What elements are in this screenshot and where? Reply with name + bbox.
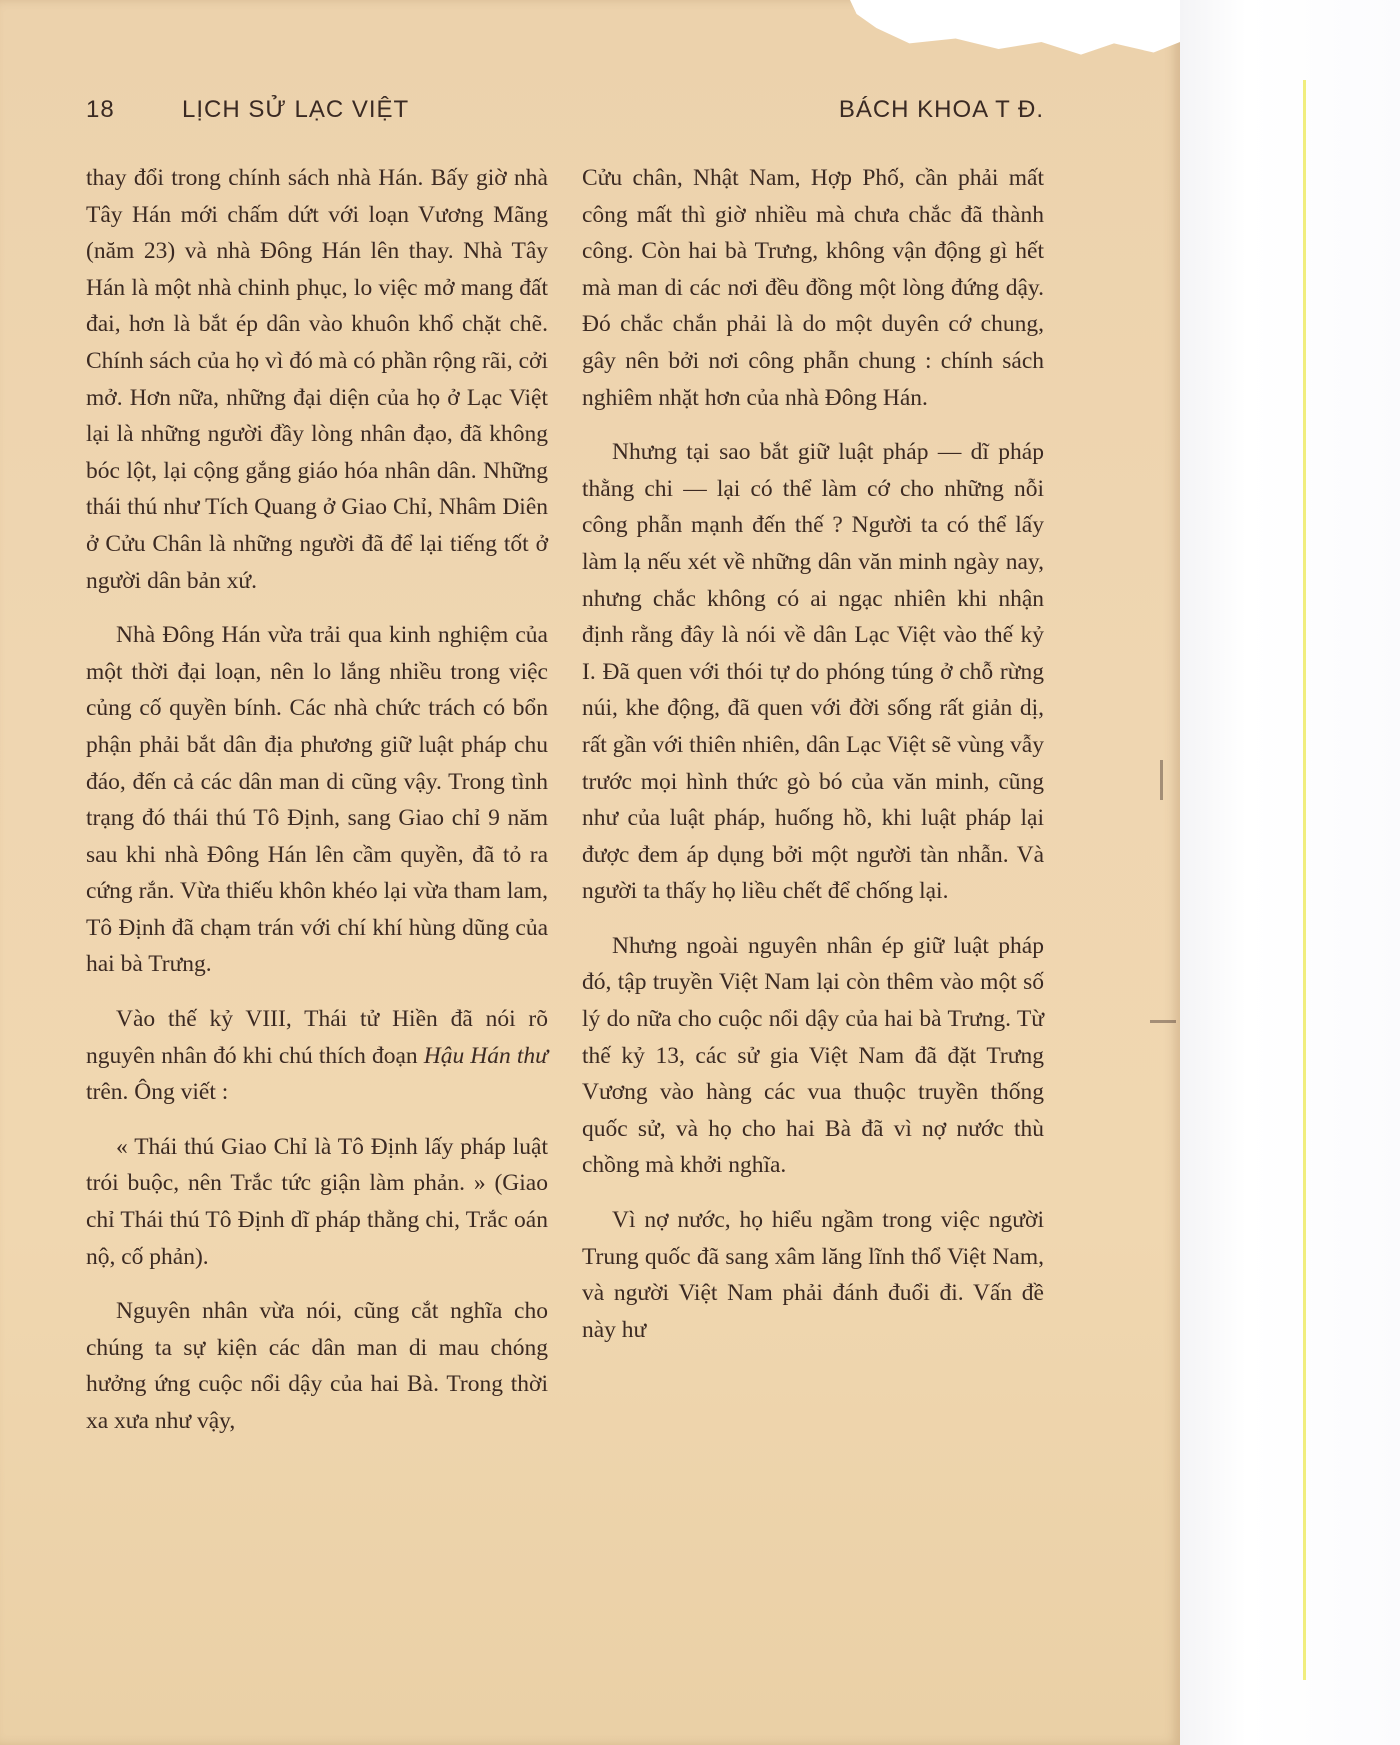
running-title-left: LỊCH SỬ LẠC VIỆT [182,96,410,123]
paragraph: Nhưng tại sao bắt giữ luật pháp — dĩ pháp thằng chi — lại có thể làm cớ cho những nỗi công phẫn mạnh đến thế ? Người ta có thể lấy làm lạ nếu xét về những dân văn minh ngày nay, nhưng chắc không có ai ngạc nhiên khi nhận định rằng đây là nói về dân Lạc Việt vào thế kỷ I. Đã quen với thói tự do phóng túng ở chỗ rừng núi, khe động, đã quen với đời sống rất giản dị, rất gần với thiên nhiên, dân Lạc Việt sẽ vùng vẫy trước mọi hình thức gò bó của văn minh, cũng như của luật pháp, huống hồ, khi luật pháp lại được đem áp dụng bởi một người tàn nhẫn. Và người ta thấy họ liều chết để chống lại. [582,439,1044,905]
paragraph: Vì nợ nước, họ hiểu ngầm trong việc người Trung quốc đã sang xâm lăng lĩnh thổ Việt Nam, và người Việt Nam phải đánh đuổi đi. Vấn đề này hư [582,1207,1044,1343]
highlight-line [1303,80,1306,1680]
torn-corner [850,0,1180,70]
right-column [582,160,1044,1366]
edge-mark [1160,760,1163,800]
paragraph [86,1001,548,1111]
paragraph: Nhà Đông Hán vừa trải qua kinh nghiệm của một thời đại loạn, nên lo lắng nhiều trong việc củng cố quyền bính. Các nhà chức trách có bổn phận phải bắt dân địa phương giữ luật pháp chu đáo, đến cả các dân man di cũng vậy. Trong tình trạng đó thái thú Tô Định, sang Giao chỉ 9 năm sau khi nhà Đông Hán lên cầm quyền, đã tỏ ra cứng rắn. Vừa thiếu khôn khéo lại vừa tham lam, Tô Định đã chạm trán với chí khí hùng dũng của hai bà Trưng. [86,622,548,978]
paragraph: thay đổi trong chính sách nhà Hán. Bấy giờ nhà Tây Hán mới chấm dứt với loạn Vương Mãng (năm 23) và nhà Đông Hán lên thay. Nhà Tây Hán là một nhà chinh phục, lo việc mở mang đất đai, hơn là bắt ép dân vào khuôn khổ chặt chẽ. Chính sách của họ vì đó mà có phần rộng rãi, cởi mở. Hơn nữa, những đại diện của họ ở Lạc Việt lại là những người đầy lòng nhân đạo, đã không bóc lột, lại cộng gắng giáo hóa nhân dân. Những thái thú như Tích Quang ở Giao Chỉ, Nhâm Diên ở Cửu Chân là những người đã để lại tiếng tốt ở người dân bản xứ. [86,165,548,594]
quotation: « Thái thú Giao Chỉ là Tô Định lấy pháp luật trói buộc, nên Trắc tức giận làm phản. » (Giao chỉ Thái thú Tô Định dĩ pháp thằng chi, Trắc oán nộ, cố phản). [86,1133,548,1270]
paragraph-tail: trên. Ông viết : [86,1079,229,1106]
paragraph: Nguyên nhân vừa nói, cũng cắt nghĩa cho chúng ta sự kiện các dân man di mau chóng hưởng ứng cuộc nổi dậy của hai Bà. Trong thời xa xưa như vậy, [86,1298,548,1434]
paragraph: Cửu chân, Nhật Nam, Hợp Phố, cần phải mất công mất thì giờ nhiều mà chưa chắc đã thành công. Còn hai bà Trưng, không vận động gì hết mà man di các nơi đều đồng một lòng đứng dậy. Đó chắc chắn phải là do một duyên cớ chung, gây nên bởi nơi công phẫn chung : chính sách nghiêm nhặt hơn của nhà Đông Hán. [582,165,1044,411]
paragraph: Nhưng ngoài nguyên nhân ép giữ luật pháp đó, tập truyền Việt Nam lại còn thêm vào một số lý do nữa cho cuộc nổi dậy của hai bà Trưng. Từ thế kỷ 13, các sử gia Việt Nam đã đặt Trưng Vương vào hàng các vua thuộc truyền thống quốc sử, và họ cho hai Bà đã vì nợ nước thù chồng mà khởi nghĩa. [582,932,1044,1179]
left-column [86,160,548,1458]
page-header [86,96,1044,126]
running-title-right: BÁCH KHOA T Đ. [838,96,1044,123]
paragraph-lead: Vào thế kỷ VIII, Thái tử Hiền đã nói rõ nguyên nhân đó khi chú thích đoạn [86,1006,548,1069]
page-number: 18 [86,96,115,123]
scan-background [1180,0,1400,1745]
book-title: Hậu Hán thư [423,1042,548,1069]
edge-mark [1150,1020,1176,1023]
